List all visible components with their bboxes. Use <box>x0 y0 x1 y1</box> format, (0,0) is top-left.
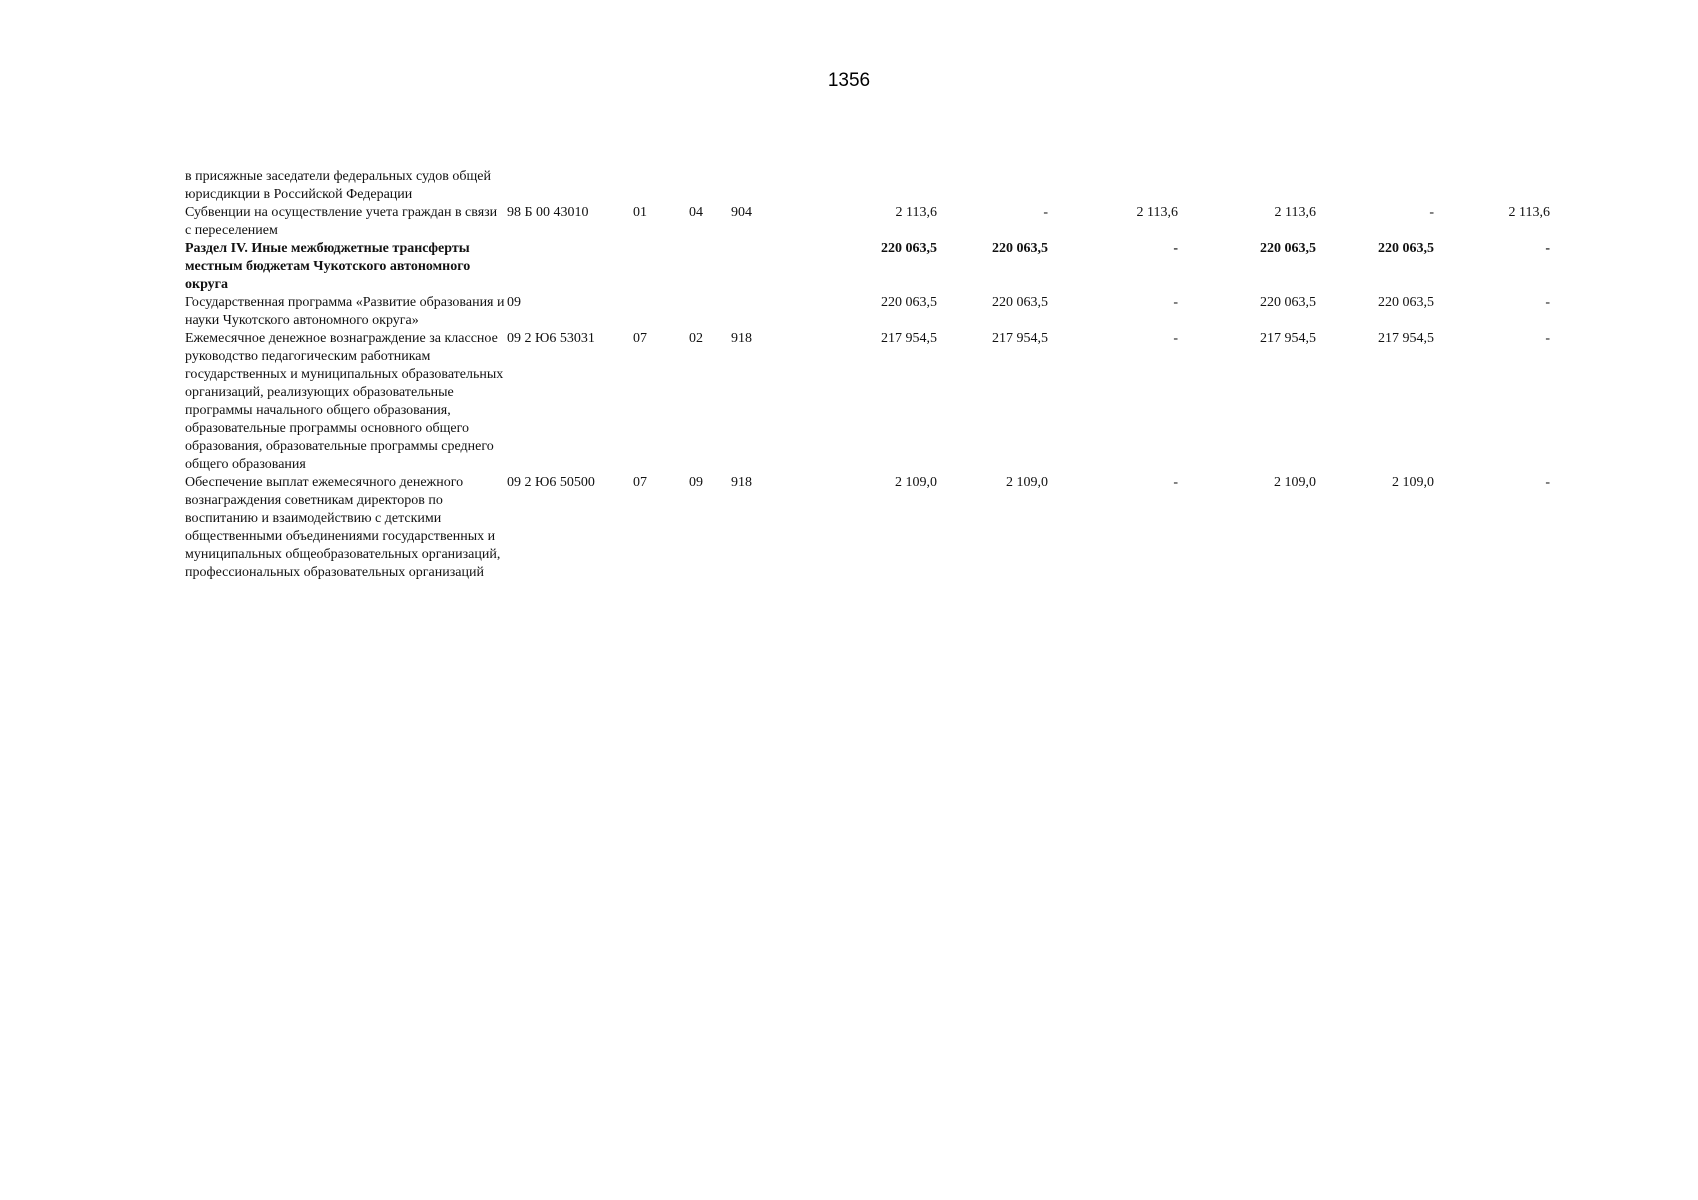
row-description: Раздел IV. Иные межбюджетные трансферты местным бюджетам Чукотского автономного округа <box>185 241 471 292</box>
row-value-5 <box>1316 168 1434 204</box>
row-value-5: - <box>1429 205 1434 220</box>
row-subsection: 04 <box>689 205 703 220</box>
row-value-6: - <box>1545 331 1550 346</box>
table-row <box>185 294 1550 330</box>
row-value-2: 220 063,5 <box>992 295 1048 310</box>
row-value-4: 220 063,5 <box>1260 295 1316 310</box>
row-section: 01 <box>633 205 647 220</box>
row-value-1: 2 109,0 <box>895 475 937 490</box>
table-row <box>185 168 1550 204</box>
row-value-2: - <box>1043 205 1048 220</box>
row-subsection <box>689 240 731 294</box>
row-description: Субвенции на осуществление учета граждан в связи с переселением <box>185 205 498 238</box>
budget-table <box>185 168 1550 582</box>
row-value-5: 220 063,5 <box>1378 295 1434 310</box>
row-value-6 <box>1434 168 1550 204</box>
row-code: 09 2 Ю6 53031 <box>507 331 595 346</box>
row-section <box>633 168 689 204</box>
row-section: 07 <box>633 475 647 490</box>
row-value-1: 220 063,5 <box>881 241 937 256</box>
row-subsection: 09 <box>689 475 703 490</box>
row-value-1: 217 954,5 <box>881 331 937 346</box>
row-value-2: 217 954,5 <box>992 331 1048 346</box>
row-value-1: 2 113,6 <box>895 205 937 220</box>
row-value-5: 217 954,5 <box>1378 331 1434 346</box>
row-description: Ежемесячное денежное вознаграждение за классное руководство педагогическим работникам государственных и муниципальных образовательных организаций, реализующих образовательные программы начального общего образования, образовательные программы основного общего образования, образовательные программы среднего общего образования <box>185 331 504 472</box>
row-value-3: 2 113,6 <box>1136 205 1178 220</box>
row-value-3: - <box>1173 241 1178 256</box>
row-value-6: 2 113,6 <box>1508 205 1550 220</box>
row-value-6: - <box>1545 241 1550 256</box>
row-section: 07 <box>633 331 647 346</box>
row-expense-type <box>731 240 771 294</box>
table-row <box>185 474 1550 582</box>
row-description: Государственная программа «Развитие образования и науки Чукотского автономного округа» <box>185 295 505 328</box>
row-code: 98 Б 00 43010 <box>507 205 589 220</box>
row-value-4 <box>1178 168 1316 204</box>
row-code: 09 <box>507 295 521 310</box>
row-description: в присяжные заседатели федеральных судов общей юрисдикции в Российской Федерации <box>185 169 492 202</box>
row-subsection <box>689 294 731 330</box>
row-value-3: - <box>1173 331 1178 346</box>
row-section <box>633 240 689 294</box>
table-row-section-header <box>185 240 1550 294</box>
row-value-6: - <box>1545 295 1550 310</box>
row-expense-type: 904 <box>731 205 752 220</box>
row-code <box>505 240 633 294</box>
row-value-1 <box>771 168 937 204</box>
page-number: 1356 <box>827 70 871 91</box>
row-subsection <box>689 168 731 204</box>
table-row <box>185 204 1550 240</box>
row-expense-type: 918 <box>731 475 752 490</box>
row-expense-type <box>731 168 771 204</box>
row-subsection: 02 <box>689 331 703 346</box>
table-row <box>185 330 1550 474</box>
row-value-3: - <box>1173 295 1178 310</box>
row-expense-type <box>731 294 771 330</box>
row-value-5: 220 063,5 <box>1378 241 1434 256</box>
row-value-3: - <box>1173 475 1178 490</box>
row-code <box>505 168 633 204</box>
row-expense-type: 918 <box>731 331 752 346</box>
row-code: 09 2 Ю6 50500 <box>507 475 595 490</box>
row-value-2: 2 109,0 <box>1006 475 1048 490</box>
row-value-5: 2 109,0 <box>1392 475 1434 490</box>
row-value-6: - <box>1545 475 1550 490</box>
row-value-4: 220 063,5 <box>1260 241 1316 256</box>
row-description: Обеспечение выплат ежемесячного денежного вознаграждения советникам директоров по воспитанию и взаимодействию с детскими общественными объединениями государственных и муниципальных общеобразовательных организаций, профессиональных образовательных организаций <box>185 475 501 580</box>
row-section <box>633 294 689 330</box>
row-value-2: 220 063,5 <box>992 241 1048 256</box>
row-value-2 <box>937 168 1048 204</box>
row-value-1: 220 063,5 <box>881 295 937 310</box>
row-value-4: 2 109,0 <box>1274 475 1316 490</box>
row-value-3 <box>1048 168 1178 204</box>
row-value-4: 2 113,6 <box>1274 205 1316 220</box>
row-value-4: 217 954,5 <box>1260 331 1316 346</box>
